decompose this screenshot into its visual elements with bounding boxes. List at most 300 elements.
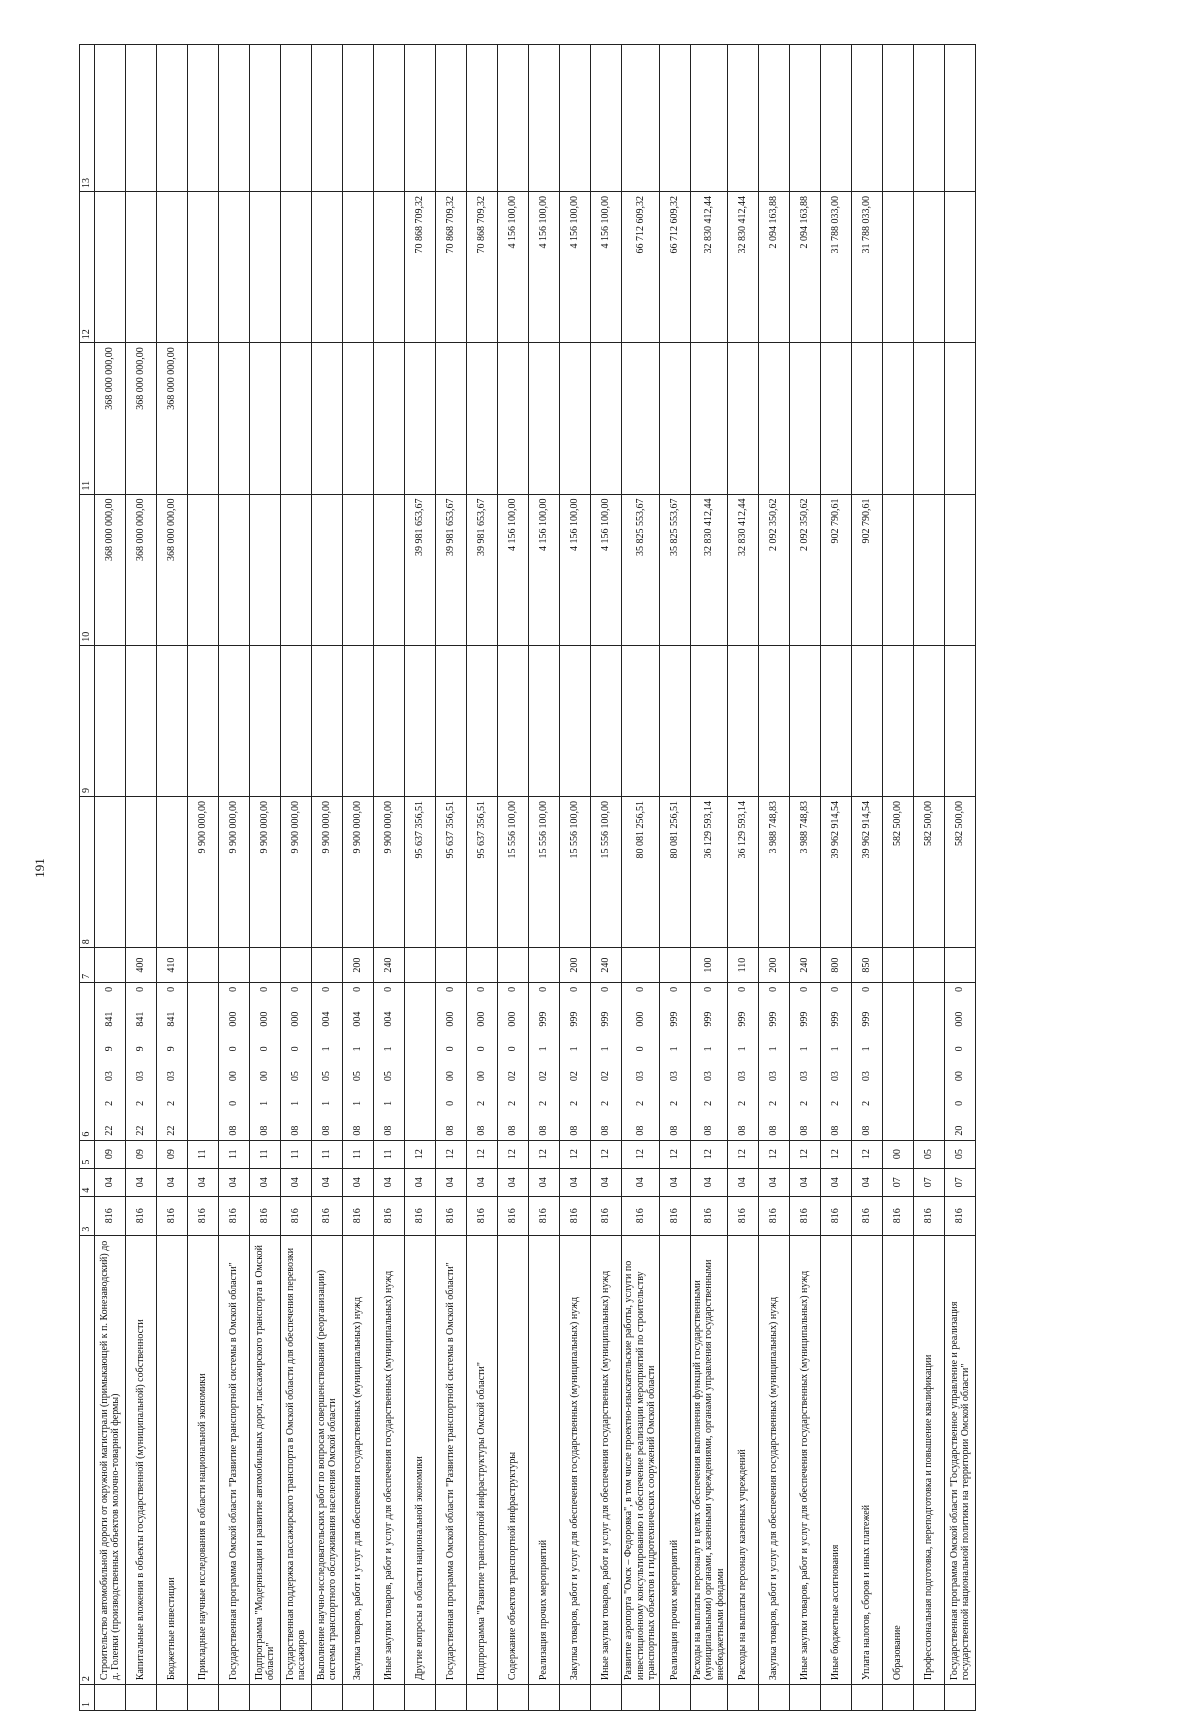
amount-col-13 xyxy=(281,45,312,192)
admin-code: 816 xyxy=(467,1196,498,1235)
target-article-parts xyxy=(737,987,749,1136)
expense-name: Расходы на выплаты персоналу казенных учреждений xyxy=(728,1235,759,1684)
subsection-code: 11 xyxy=(188,1140,219,1168)
target-article-part: 03 xyxy=(135,1071,147,1082)
amount-col-12 xyxy=(188,192,219,343)
target-article-part: 0 xyxy=(445,986,457,992)
amount-col-9 xyxy=(219,645,250,796)
target-article-part: 0 xyxy=(476,1046,488,1052)
target-article-code xyxy=(436,982,467,1140)
amount-col-13 xyxy=(728,45,759,192)
admin-code: 816 xyxy=(883,1196,914,1235)
amount-col-10: 4 156 100,00 xyxy=(498,494,529,645)
subsection-code: 12 xyxy=(690,1140,728,1168)
target-article-part: 000 xyxy=(954,1011,966,1027)
section-code: 04 xyxy=(467,1168,498,1196)
target-article-code xyxy=(250,982,281,1140)
target-article-parts xyxy=(290,987,302,1136)
expense-name: Прикладные научные исследования в области национальной экономики xyxy=(188,1235,219,1684)
amount-col-10: 368 000 000,00 xyxy=(126,494,157,645)
target-article-part: 999 xyxy=(799,1011,811,1027)
subsection-code: 12 xyxy=(405,1140,436,1168)
amount-col-13 xyxy=(690,45,728,192)
amount-col-12 xyxy=(157,192,188,343)
target-article-part: 1 xyxy=(321,1100,333,1106)
admin-code: 816 xyxy=(622,1196,660,1235)
amount-col-11 xyxy=(343,343,374,494)
subsection-code: 05 xyxy=(914,1140,945,1168)
amount-col-12: 4 156 100,00 xyxy=(529,192,560,343)
amount-col-12 xyxy=(945,192,976,343)
amount-col-9 xyxy=(852,645,883,796)
amount-col-8: 15 556 100,00 xyxy=(591,797,622,948)
target-article-part: 000 xyxy=(476,1011,488,1027)
target-article-parts xyxy=(476,987,488,1136)
target-article-part: 08 xyxy=(703,1125,714,1136)
amount-col-10: 39 981 653,67 xyxy=(436,494,467,645)
target-article-code xyxy=(157,982,188,1140)
row-number-cell xyxy=(759,1685,790,1711)
subsection-code: 11 xyxy=(281,1140,312,1168)
column-number-row xyxy=(80,45,95,1711)
target-article-part: 0 xyxy=(634,1046,646,1052)
row-number-cell xyxy=(659,1685,690,1711)
target-article-parts xyxy=(104,987,116,1136)
amount-col-8: 9 900 000,00 xyxy=(343,797,374,948)
subsection-code: 12 xyxy=(591,1140,622,1168)
amount-col-12 xyxy=(219,192,250,343)
target-article-part: 08 xyxy=(383,1125,395,1136)
amount-col-8: 9 900 000,00 xyxy=(250,797,281,948)
expense-name: Иные закупки товаров, работ и услуг для обеспечения государственных (муниципальных) нужд xyxy=(374,1235,405,1684)
target-article-part: 2 xyxy=(668,1100,680,1106)
target-article-part: 22 xyxy=(104,1125,116,1136)
amount-col-11 xyxy=(945,343,976,494)
amount-col-10 xyxy=(374,494,405,645)
expense-name: Другие вопросы в области национальной экономики xyxy=(405,1235,436,1684)
expense-type-code xyxy=(281,948,312,983)
admin-code: 816 xyxy=(126,1196,157,1235)
target-article-parts xyxy=(635,987,647,1136)
row-number-cell xyxy=(467,1685,498,1711)
admin-code: 816 xyxy=(312,1196,343,1235)
amount-col-10 xyxy=(188,494,219,645)
column-number: 3 xyxy=(80,1196,95,1235)
target-article-parts xyxy=(538,987,550,1136)
amount-col-8: 9 900 000,00 xyxy=(281,797,312,948)
target-article-part: 0 xyxy=(954,986,966,992)
amount-col-8: 36 129 593,14 xyxy=(690,797,728,948)
amount-col-13 xyxy=(821,45,852,192)
target-article-parts xyxy=(768,987,780,1136)
target-article-code xyxy=(188,982,219,1140)
amount-col-12 xyxy=(126,192,157,343)
table-row xyxy=(467,45,498,1711)
amount-col-11 xyxy=(405,343,436,494)
admin-code: 816 xyxy=(852,1196,883,1235)
subsection-code: 11 xyxy=(219,1140,250,1168)
subsection-code: 12 xyxy=(659,1140,690,1168)
target-article-part: 05 xyxy=(352,1071,364,1082)
target-article-part: 0 xyxy=(954,1100,966,1106)
target-article-part: 0 xyxy=(104,986,116,992)
column-number: 13 xyxy=(80,45,95,192)
amount-col-12: 4 156 100,00 xyxy=(498,192,529,343)
section-code: 04 xyxy=(498,1168,529,1196)
amount-col-12: 4 156 100,00 xyxy=(560,192,591,343)
target-article-part: 22 xyxy=(166,1125,178,1136)
target-article-part: 000 xyxy=(507,1011,519,1027)
table-row xyxy=(914,45,945,1711)
amount-col-12: 32 830 412,44 xyxy=(690,192,728,343)
target-article-part: 0 xyxy=(799,986,811,992)
expense-type-code xyxy=(436,948,467,983)
amount-col-11 xyxy=(790,343,821,494)
amount-col-9 xyxy=(790,645,821,796)
section-code: 04 xyxy=(659,1168,690,1196)
amount-col-11 xyxy=(529,343,560,494)
section-code: 04 xyxy=(759,1168,790,1196)
target-article-part: 1 xyxy=(668,1046,680,1052)
target-article-part: 0 xyxy=(861,986,873,992)
amount-col-10 xyxy=(281,494,312,645)
row-number-cell xyxy=(945,1685,976,1711)
target-article-part: 1 xyxy=(799,1046,811,1052)
target-article-parts xyxy=(954,987,966,1136)
column-number: 7 xyxy=(80,948,95,983)
row-number-cell xyxy=(914,1685,945,1711)
amount-col-8: 95 637 356,51 xyxy=(436,797,467,948)
amount-col-8: 95 637 356,51 xyxy=(467,797,498,948)
target-article-part: 08 xyxy=(569,1125,581,1136)
table-row xyxy=(157,45,188,1711)
admin-code: 816 xyxy=(821,1196,852,1235)
amount-col-12: 2 094 163,88 xyxy=(790,192,821,343)
amount-col-10: 2 092 350,62 xyxy=(790,494,821,645)
target-article-part: 03 xyxy=(104,1071,116,1082)
target-article-code xyxy=(560,982,591,1140)
table-row xyxy=(281,45,312,1711)
target-article-code xyxy=(759,982,790,1140)
section-code: 04 xyxy=(374,1168,405,1196)
amount-col-9 xyxy=(405,645,436,796)
amount-col-10: 39 981 653,67 xyxy=(467,494,498,645)
amount-col-9 xyxy=(883,645,914,796)
target-article-part: 20 xyxy=(954,1125,966,1136)
row-number-cell xyxy=(126,1685,157,1711)
target-article-code xyxy=(821,982,852,1140)
target-article-part: 999 xyxy=(668,1011,680,1027)
amount-col-12 xyxy=(374,192,405,343)
expense-type-code xyxy=(250,948,281,983)
amount-col-13 xyxy=(852,45,883,192)
expense-name: Содержание объектов транспортной инфраструктуры xyxy=(498,1235,529,1684)
amount-col-10: 4 156 100,00 xyxy=(529,494,560,645)
amount-col-8: 9 900 000,00 xyxy=(312,797,343,948)
table-row xyxy=(312,45,343,1711)
amount-col-8: 80 081 256,51 xyxy=(622,797,660,948)
target-article-part: 08 xyxy=(476,1125,488,1136)
expense-type-code xyxy=(405,948,436,983)
section-code: 04 xyxy=(529,1168,560,1196)
target-article-part: 00 xyxy=(259,1071,271,1082)
expense-name: Государственная программа Омской области "Развитие транспортной системы в Омской области" xyxy=(219,1235,250,1684)
target-article-part: 1 xyxy=(703,1046,714,1052)
target-article-parts xyxy=(259,987,271,1136)
amount-col-8: 39 962 914,54 xyxy=(852,797,883,948)
target-article-part: 08 xyxy=(538,1125,550,1136)
row-number-cell xyxy=(374,1685,405,1711)
expense-type-code: 850 xyxy=(852,948,883,983)
amount-col-12 xyxy=(914,192,945,343)
amount-col-10: 4 156 100,00 xyxy=(560,494,591,645)
target-article-part: 0 xyxy=(668,986,680,992)
target-article-part: 004 xyxy=(352,1011,364,1027)
amount-col-11 xyxy=(219,343,250,494)
expense-name: Строительство автомобильной дороги от окружной магистрали (примыкающей к п. Конезаводский) до д. Голенки (производственных объектов молочно-товарной фермы) xyxy=(95,1235,126,1684)
target-article-code xyxy=(529,982,560,1140)
amount-col-9 xyxy=(529,645,560,796)
amount-col-13 xyxy=(883,45,914,192)
amount-col-11: 368 000 000,00 xyxy=(95,343,126,494)
subsection-code: 12 xyxy=(467,1140,498,1168)
target-article-parts xyxy=(600,987,612,1136)
expense-type-code xyxy=(219,948,250,983)
amount-col-9 xyxy=(188,645,219,796)
table-row xyxy=(188,45,219,1711)
amount-col-13 xyxy=(467,45,498,192)
table-row xyxy=(728,45,759,1711)
target-article-part: 05 xyxy=(383,1071,395,1082)
target-article-part: 2 xyxy=(600,1100,612,1106)
target-article-part: 1 xyxy=(569,1046,581,1052)
target-article-part: 2 xyxy=(737,1100,749,1106)
subsection-code: 11 xyxy=(250,1140,281,1168)
target-article-part: 1 xyxy=(352,1100,364,1106)
subsection-code: 12 xyxy=(728,1140,759,1168)
row-number-cell xyxy=(622,1685,660,1711)
admin-code: 816 xyxy=(945,1196,976,1235)
target-article-part: 0 xyxy=(135,986,147,992)
target-article-part: 1 xyxy=(861,1046,873,1052)
target-article-part: 1 xyxy=(290,1100,302,1106)
amount-col-12 xyxy=(95,192,126,343)
row-number-cell xyxy=(560,1685,591,1711)
section-code: 04 xyxy=(591,1168,622,1196)
column-number: 4 xyxy=(80,1168,95,1196)
target-article-part: 999 xyxy=(600,1011,612,1027)
target-article-part: 08 xyxy=(768,1125,780,1136)
amount-col-11 xyxy=(188,343,219,494)
expense-type-code xyxy=(188,948,219,983)
amount-col-8: 15 556 100,00 xyxy=(529,797,560,948)
row-number-cell xyxy=(157,1685,188,1711)
target-article-code xyxy=(591,982,622,1140)
amount-col-8: 9 900 000,00 xyxy=(219,797,250,948)
admin-code: 816 xyxy=(560,1196,591,1235)
amount-col-11 xyxy=(759,343,790,494)
amount-col-11 xyxy=(821,343,852,494)
amount-col-8: 39 962 914,54 xyxy=(821,797,852,948)
row-number-cell xyxy=(219,1685,250,1711)
target-article-part: 1 xyxy=(737,1046,749,1052)
amount-col-10 xyxy=(343,494,374,645)
section-code: 04 xyxy=(436,1168,467,1196)
amount-col-11 xyxy=(498,343,529,494)
target-article-part: 02 xyxy=(600,1071,612,1082)
row-number-cell xyxy=(250,1685,281,1711)
subsection-code: 12 xyxy=(436,1140,467,1168)
target-article-part: 0 xyxy=(445,1100,457,1106)
amount-col-9 xyxy=(95,645,126,796)
table-row xyxy=(883,45,914,1711)
subsection-code: 09 xyxy=(95,1140,126,1168)
section-code: 07 xyxy=(883,1168,914,1196)
amount-col-13 xyxy=(157,45,188,192)
target-article-part: 03 xyxy=(799,1071,811,1082)
target-article-part: 004 xyxy=(321,1011,333,1027)
target-article-part: 08 xyxy=(290,1125,302,1136)
table-row xyxy=(659,45,690,1711)
expense-name: Иные закупки товаров, работ и услуг для обеспечения государственных (муниципальных) нужд xyxy=(591,1235,622,1684)
target-article-part: 000 xyxy=(445,1011,457,1027)
amount-col-13 xyxy=(560,45,591,192)
amount-col-10: 902 790,61 xyxy=(821,494,852,645)
target-article-part: 1 xyxy=(383,1046,395,1052)
amount-col-11 xyxy=(728,343,759,494)
subsection-code: 12 xyxy=(560,1140,591,1168)
amount-col-11 xyxy=(622,343,660,494)
table-row xyxy=(343,45,374,1711)
subsection-code: 12 xyxy=(821,1140,852,1168)
target-article-part: 0 xyxy=(954,1046,966,1052)
amount-col-11 xyxy=(591,343,622,494)
target-article-part: 00 xyxy=(445,1071,457,1082)
amount-col-10 xyxy=(883,494,914,645)
amount-col-13 xyxy=(188,45,219,192)
amount-col-13 xyxy=(498,45,529,192)
amount-col-8: 9 900 000,00 xyxy=(188,797,219,948)
row-number-cell xyxy=(436,1685,467,1711)
target-article-part: 2 xyxy=(507,1100,519,1106)
target-article-part: 03 xyxy=(861,1071,873,1082)
section-code: 04 xyxy=(219,1168,250,1196)
amount-col-9 xyxy=(126,645,157,796)
target-article-part: 0 xyxy=(600,986,612,992)
amount-col-10 xyxy=(219,494,250,645)
expense-name: Закупка товаров, работ и услуг для обеспечения государственных (муниципальных) нужд xyxy=(343,1235,374,1684)
amount-col-11: 368 000 000,00 xyxy=(157,343,188,494)
amount-col-12: 32 830 412,44 xyxy=(728,192,759,343)
target-article-part: 9 xyxy=(135,1046,147,1052)
target-article-part: 00 xyxy=(228,1071,240,1082)
expense-type-code: 200 xyxy=(759,948,790,983)
expense-type-code xyxy=(914,948,945,983)
target-article-parts xyxy=(321,987,333,1136)
amount-col-10 xyxy=(914,494,945,645)
amount-col-10: 368 000 000,00 xyxy=(157,494,188,645)
target-article-part: 08 xyxy=(668,1125,680,1136)
row-number-cell xyxy=(821,1685,852,1711)
target-article-part: 1 xyxy=(321,1046,333,1052)
target-article-code xyxy=(883,982,914,1140)
target-article-part: 05 xyxy=(321,1071,333,1082)
target-article-part: 0 xyxy=(634,986,646,992)
expense-name: Расходы на выплаты персоналу в целях обеспечения выполнения функций государственными (муниципальными) органами, казенными учреждениями, органами управления государственными внебюджетными фондами xyxy=(690,1235,728,1684)
amount-col-8: 15 556 100,00 xyxy=(560,797,591,948)
amount-col-13 xyxy=(250,45,281,192)
section-code: 04 xyxy=(790,1168,821,1196)
admin-code: 816 xyxy=(250,1196,281,1235)
expense-type-code xyxy=(529,948,560,983)
target-article-part: 9 xyxy=(166,1046,178,1052)
amount-col-10: 32 830 412,44 xyxy=(690,494,728,645)
target-article-code xyxy=(690,982,728,1140)
expense-name: Выполнение научно-исследовательских работ по вопросам совершенствования (реорганизации) системы транспортного обслуживания населения Омской области xyxy=(312,1235,343,1684)
amount-col-10 xyxy=(945,494,976,645)
column-number: 8 xyxy=(80,797,95,948)
admin-code: 816 xyxy=(914,1196,945,1235)
table-row xyxy=(405,45,436,1711)
expense-type-code xyxy=(659,948,690,983)
amount-col-9 xyxy=(281,645,312,796)
table-row xyxy=(95,45,126,1711)
subsection-code: 09 xyxy=(126,1140,157,1168)
amount-col-8 xyxy=(95,797,126,948)
expense-type-code: 240 xyxy=(790,948,821,983)
target-article-part: 0 xyxy=(507,1046,519,1052)
target-article-part: 1 xyxy=(352,1046,364,1052)
row-number-cell xyxy=(852,1685,883,1711)
expense-name: Бюджетные инвестиции xyxy=(157,1235,188,1684)
row-number-cell xyxy=(529,1685,560,1711)
target-article-parts xyxy=(383,987,395,1136)
target-article-part: 999 xyxy=(861,1011,873,1027)
amount-col-11 xyxy=(883,343,914,494)
amount-col-10: 35 825 553,67 xyxy=(622,494,660,645)
amount-col-13 xyxy=(591,45,622,192)
target-article-part: 000 xyxy=(228,1011,240,1027)
amount-col-10: 368 000 000,00 xyxy=(95,494,126,645)
expense-name: Закупка товаров, работ и услуг для обеспечения государственных (муниципальных) нужд xyxy=(759,1235,790,1684)
target-article-part: 08 xyxy=(830,1125,842,1136)
expense-type-code xyxy=(498,948,529,983)
target-article-part: 0 xyxy=(228,1100,240,1106)
admin-code: 816 xyxy=(405,1196,436,1235)
admin-code: 816 xyxy=(95,1196,126,1235)
amount-col-9 xyxy=(250,645,281,796)
target-article-part: 0 xyxy=(321,986,333,992)
row-number-cell xyxy=(728,1685,759,1711)
target-article-code xyxy=(498,982,529,1140)
amount-col-9 xyxy=(821,645,852,796)
target-article-parts xyxy=(135,987,147,1136)
admin-code: 816 xyxy=(374,1196,405,1235)
row-number-cell xyxy=(498,1685,529,1711)
target-article-part: 0 xyxy=(290,986,302,992)
admin-code: 816 xyxy=(436,1196,467,1235)
section-code: 07 xyxy=(945,1168,976,1196)
table-row xyxy=(560,45,591,1711)
row-number-cell xyxy=(281,1685,312,1711)
admin-code: 816 xyxy=(591,1196,622,1235)
column-number: 10 xyxy=(80,494,95,645)
table-row xyxy=(821,45,852,1711)
target-article-part: 2 xyxy=(104,1100,116,1106)
target-article-part: 841 xyxy=(166,1011,178,1027)
amount-col-9 xyxy=(690,645,728,796)
amount-col-9 xyxy=(728,645,759,796)
